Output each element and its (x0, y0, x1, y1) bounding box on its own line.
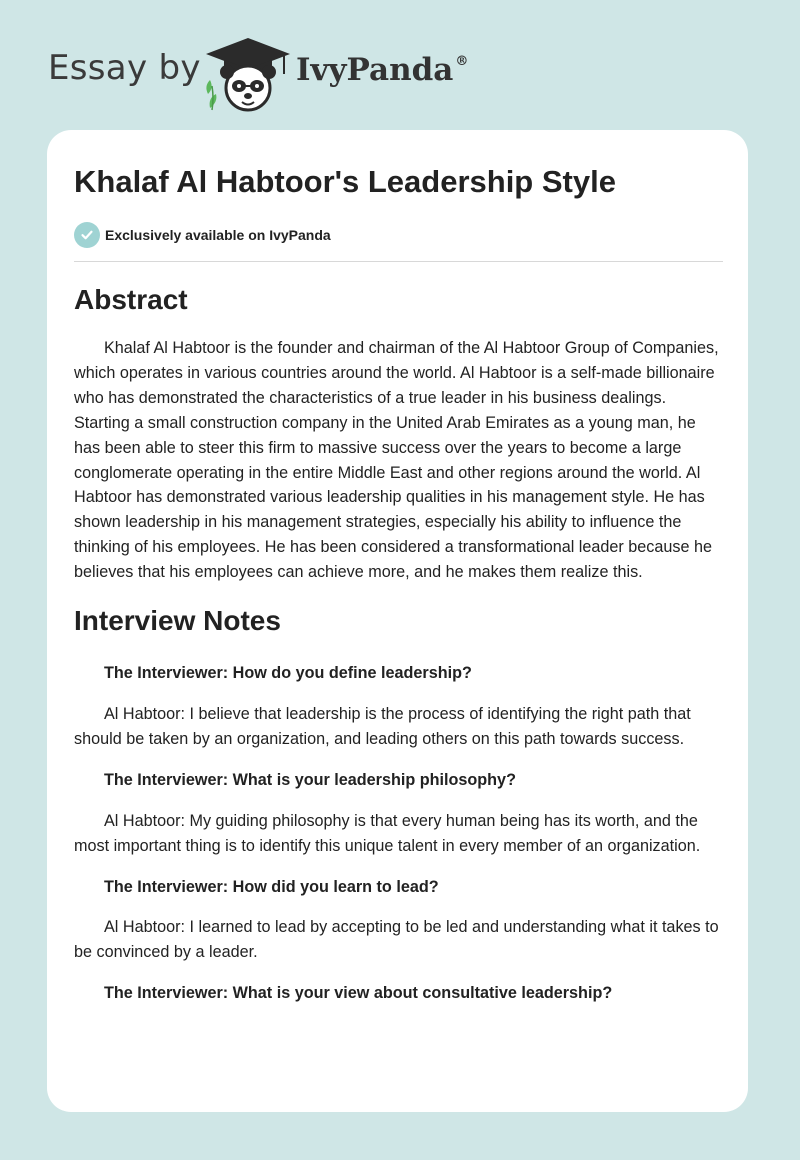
essay-by-label: Essay by (48, 48, 201, 88)
title-divider (74, 261, 723, 262)
essay-card (47, 130, 748, 1112)
interview-question: The Interviewer: What is your view about consultative leadership? (104, 984, 613, 1003)
check-icon (74, 222, 100, 248)
abstract-paragraph: Khalaf Al Habtoor is the founder and chairman of the Al Habtoor Group of Companies, which operates in various countries around the world. Al Habtoor is a self-made billionaire who has demonstrated the characteristics of a true leader in his business dealings. Starting a small construction company in the United Arab Emirates as a young man, he has been able to steer this firm to massive success over the years to become a large conglomerate operating in the entire Middle East and other regions around the world. Al Habtoor has demonstrated various leadership qualities in his management style. He has shown leadership in his management strategies, especially his ability to influence the thinking of his employees. He has been considered a transformational leader because he believes that his employees can achieve more, and he makes them realize this. (74, 339, 719, 582)
brand-name[interactable] (296, 52, 468, 88)
interview-answer: Al Habtoor: I learned to lead by accepting to be led and understanding what it takes to be convinced by a leader. (74, 918, 719, 962)
interview-question: The Interviewer: What is your leadership philosophy? (104, 770, 516, 789)
abstract-heading: Abstract (74, 284, 188, 315)
interview-question: The Interviewer: How did you learn to lead? (104, 877, 439, 896)
panda-logo-icon[interactable] (198, 36, 298, 114)
page-title: Khalaf Al Habtoor's Leadership Style (74, 164, 616, 199)
registered-mark: ® (455, 54, 469, 69)
exclusive-badge-label: Exclusively available on IvyPanda (105, 227, 331, 243)
interview-answer: Al Habtoor: My guiding philosophy is that every human being has its worth, and the most important thing is to identify this unique talent in every member of an organization. (74, 811, 701, 855)
brand-name-text: IvyPanda (296, 52, 454, 88)
site-header (0, 0, 800, 130)
interview-notes-heading: Interview Notes (74, 605, 281, 637)
exclusive-badge (74, 222, 331, 248)
interview-answer: Al Habtoor: I believe that leadership is the process of identifying the right path that should be taken by an organization, and leading others on this path towards success. (74, 704, 691, 748)
essay-content (74, 282, 724, 1022)
interview-question: The Interviewer: How do you define leadership? (104, 664, 472, 683)
